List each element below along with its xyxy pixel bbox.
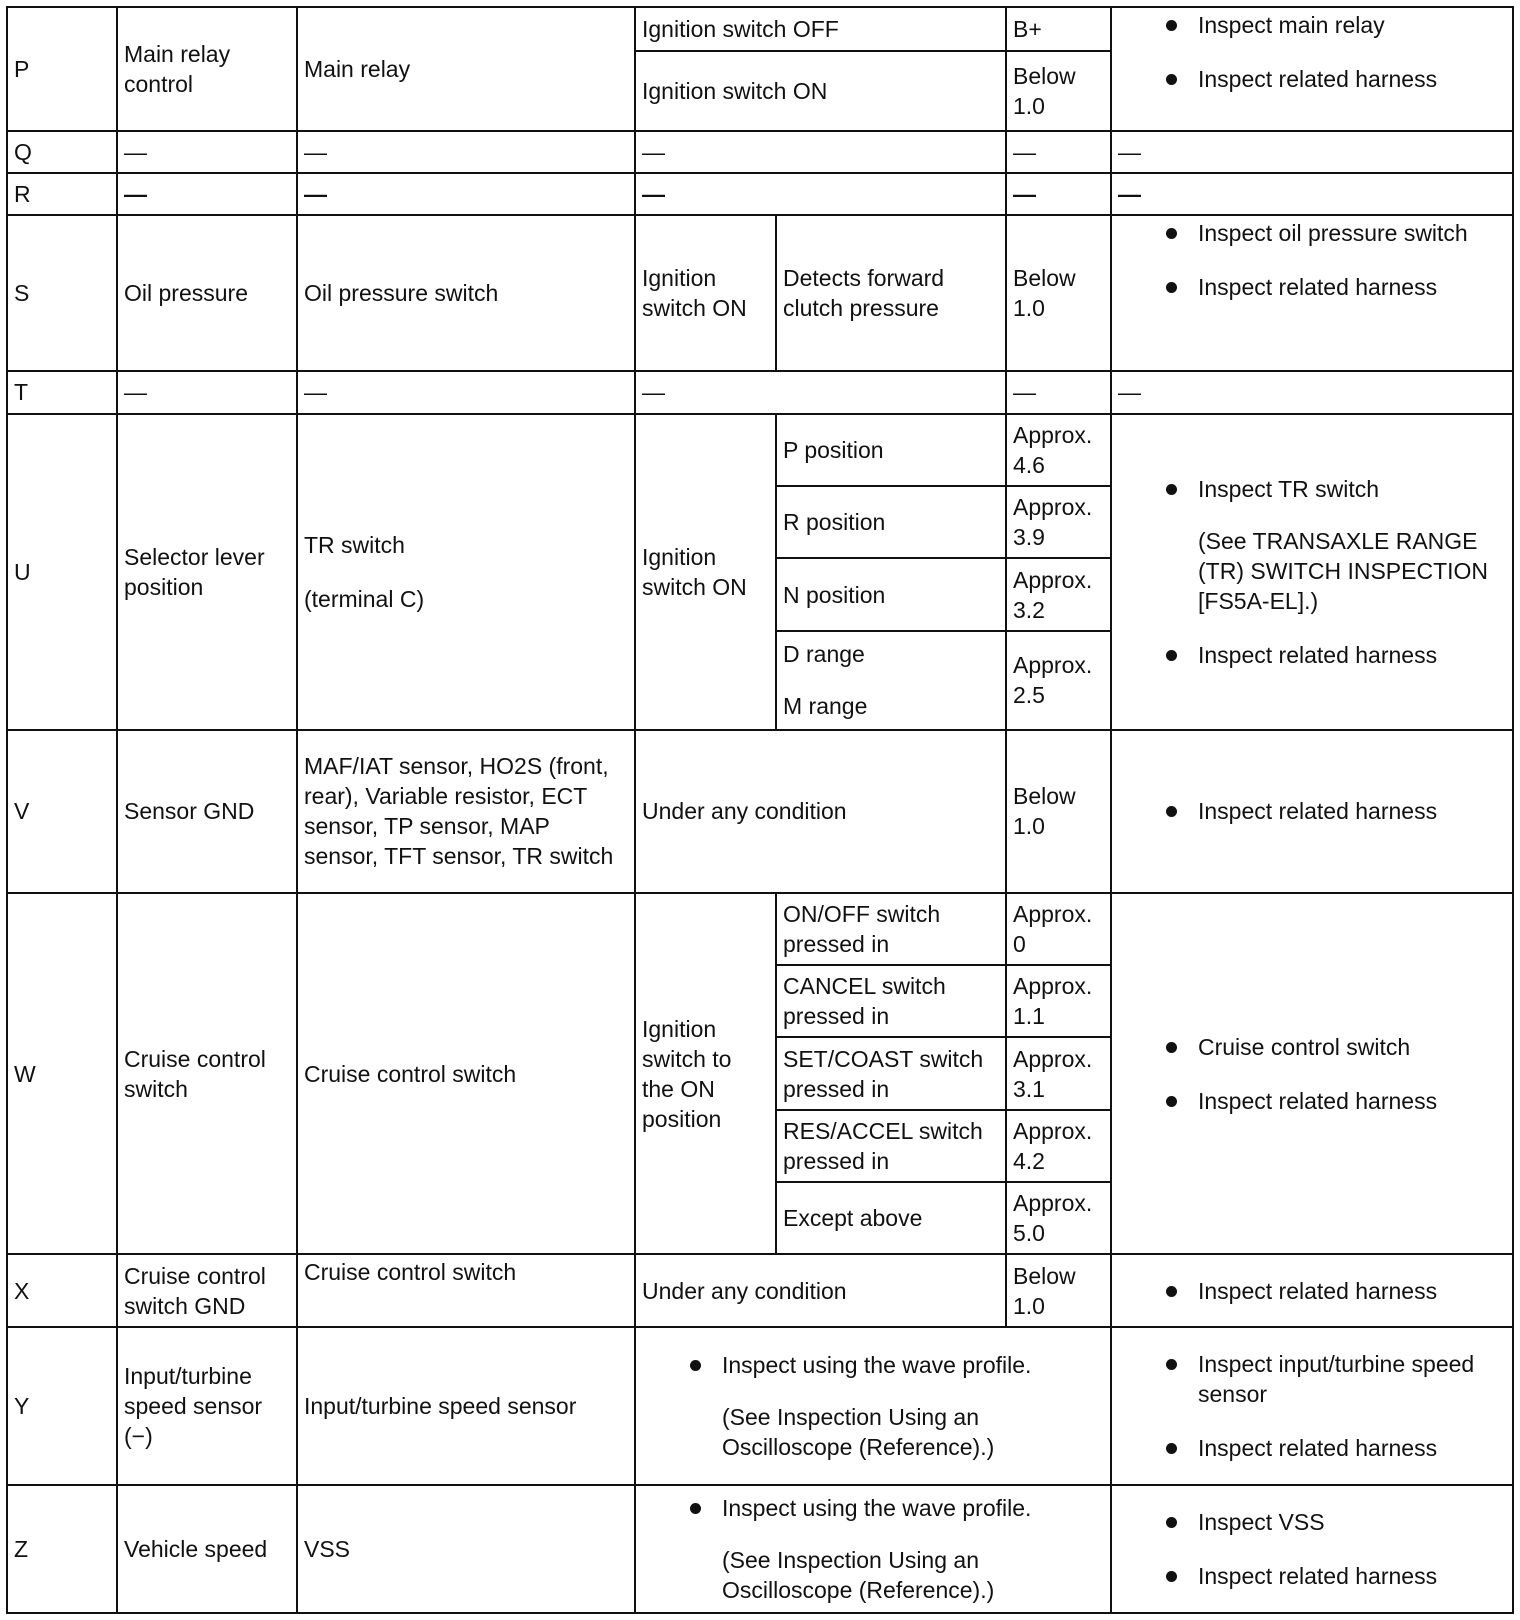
action-cell: — xyxy=(1111,173,1513,215)
table-row-q xyxy=(7,131,1513,173)
position-cell: P position xyxy=(776,414,1006,486)
inspection-note: (See Inspection Using an Oscilloscope (Reference).) xyxy=(722,1547,995,1604)
table-row-r xyxy=(7,173,1513,215)
switch-cell: CANCEL switch pressed in xyxy=(776,965,1006,1037)
condition-cell: Ignition switch ON xyxy=(635,215,776,371)
switch-cell: RES/ACCEL switch pressed in xyxy=(776,1110,1006,1182)
item-cell: Vehicle speed xyxy=(117,1485,297,1613)
voltage-cell: — xyxy=(1006,371,1111,414)
action-cell xyxy=(1111,1327,1513,1486)
action-cell: — xyxy=(1111,131,1513,173)
connection-cell: — xyxy=(297,371,635,414)
terminal-voltage-table xyxy=(6,6,1514,1614)
voltage-cell: Approx. 4.6 xyxy=(1006,414,1111,486)
action-cell xyxy=(1111,893,1513,1255)
condition-cell: Ignition switch OFF xyxy=(635,7,1006,51)
terminal-cell: X xyxy=(7,1254,117,1326)
item-cell: — xyxy=(117,173,297,215)
switch-cell: SET/COAST switch pressed in xyxy=(776,1037,1006,1109)
action-note: (See TRANSAXLE RANGE (TR) SWITCH INSPECTION [FS5A-EL].) xyxy=(1198,527,1489,614)
connection-cell: Input/turbine speed sensor xyxy=(297,1327,635,1486)
list-item xyxy=(642,1493,1104,1605)
inspection-note: (See Inspection Using an Oscilloscope (Reference).) xyxy=(722,1404,995,1461)
voltage-cell: Below 1.0 xyxy=(1006,1254,1111,1326)
terminal-cell: Z xyxy=(7,1485,117,1613)
voltage-cell: Approx. 4.2 xyxy=(1006,1110,1111,1182)
action-list xyxy=(1118,10,1506,94)
subcondition-cell: Detects forward clutch pressure xyxy=(776,215,1006,371)
action-cell xyxy=(1111,215,1513,371)
voltage-cell: Approx. 3.9 xyxy=(1006,486,1111,558)
list-item: Inspect main relay xyxy=(1118,10,1506,40)
connection-name: TR switch xyxy=(304,531,405,558)
action-list xyxy=(1118,1032,1506,1116)
connection-cell: VSS xyxy=(297,1485,635,1613)
action-cell xyxy=(1111,730,1513,893)
action-list xyxy=(1118,796,1506,826)
condition-cell: — xyxy=(635,371,1006,414)
item-cell: Selector lever position xyxy=(117,414,297,730)
table-row-y xyxy=(7,1327,1513,1486)
list-item: Inspect related harness xyxy=(1118,272,1506,302)
condition-cell: — xyxy=(635,173,1006,215)
condition-cell: Ignition switch ON xyxy=(635,414,776,730)
inspection-cell xyxy=(635,1485,1111,1613)
voltage-cell: Approx. 2.5 xyxy=(1006,631,1111,730)
position-label: D range xyxy=(783,641,865,668)
table-row-w xyxy=(7,893,1513,965)
voltage-cell: Below 1.0 xyxy=(1006,215,1111,371)
voltage-cell: Approx. 0 xyxy=(1006,893,1111,965)
condition-cell: Under any condition xyxy=(635,1254,1006,1326)
switch-cell: ON/OFF switch pressed in xyxy=(776,893,1006,965)
position-cell xyxy=(776,631,1006,730)
voltage-cell: — xyxy=(1006,173,1111,215)
action-list xyxy=(1118,1349,1506,1463)
connection-cell: — xyxy=(297,173,635,215)
item-cell: Cruise control switch xyxy=(117,893,297,1255)
voltage-cell: B+ xyxy=(1006,7,1111,51)
condition-cell: Ignition switch ON xyxy=(635,51,1006,130)
list-item xyxy=(642,1350,1104,1462)
connection-cell: Cruise control switch xyxy=(297,893,635,1255)
table-row-z xyxy=(7,1485,1513,1613)
terminal-cell: T xyxy=(7,371,117,414)
item-cell: — xyxy=(117,371,297,414)
item-cell: Input/turbine speed sensor (−) xyxy=(117,1327,297,1486)
inspection-list xyxy=(642,1350,1104,1462)
action-cell xyxy=(1111,1254,1513,1326)
list-item: Inspect input/turbine speed sensor xyxy=(1118,1349,1506,1409)
switch-cell: Except above xyxy=(776,1182,1006,1254)
voltage-cell: Approx. 5.0 xyxy=(1006,1182,1111,1254)
voltage-cell: Below 1.0 xyxy=(1006,730,1111,893)
terminal-cell: S xyxy=(7,215,117,371)
connection-cell xyxy=(297,414,635,730)
list-item: Inspect related harness xyxy=(1118,1086,1506,1116)
condition-cell: Under any condition xyxy=(635,730,1006,893)
voltage-cell: Approx. 3.1 xyxy=(1006,1037,1111,1109)
position-label: M range xyxy=(783,693,868,720)
action-list xyxy=(1118,1507,1506,1591)
condition-cell: — xyxy=(635,131,1006,173)
inspection-text: Inspect using the wave profile. xyxy=(722,1352,1032,1379)
action-list xyxy=(1118,218,1506,302)
voltage-cell: Approx. 3.2 xyxy=(1006,558,1111,630)
voltage-cell: Below 1.0 xyxy=(1006,51,1111,130)
item-cell: Main relay control xyxy=(117,7,297,131)
action-cell xyxy=(1111,414,1513,730)
voltage-cell: Approx. 1.1 xyxy=(1006,965,1111,1037)
list-item: Inspect related harness xyxy=(1118,64,1506,94)
table-row-p xyxy=(7,7,1513,51)
inspection-text: Inspect using the wave profile. xyxy=(722,1495,1032,1522)
terminal-cell: Q xyxy=(7,131,117,173)
action-cell xyxy=(1111,7,1513,131)
table-row-v xyxy=(7,730,1513,893)
table-row-t xyxy=(7,371,1513,414)
position-cell: R position xyxy=(776,486,1006,558)
action-cell: — xyxy=(1111,371,1513,414)
connection-cell: Oil pressure switch xyxy=(297,215,635,371)
action-cell xyxy=(1111,1485,1513,1613)
table-row-u xyxy=(7,414,1513,486)
terminal-cell: P xyxy=(7,7,117,131)
list-item: Inspect oil pressure switch xyxy=(1118,218,1506,248)
terminal-cell: V xyxy=(7,730,117,893)
list-item: Inspect related harness xyxy=(1118,1561,1506,1591)
connection-cell: Main relay xyxy=(297,7,635,131)
connection-cell: MAF/IAT sensor, HO2S (front, rear), Variable resistor, ECT sensor, TP sensor, MAP sensor, TFT sensor, TR switch xyxy=(297,730,635,893)
item-cell: — xyxy=(117,131,297,173)
connection-note: (terminal C) xyxy=(304,585,425,612)
list-item: Cruise control switch xyxy=(1118,1032,1506,1062)
condition-cell: Ignition switch to the ON position xyxy=(635,893,776,1255)
terminal-cell: R xyxy=(7,173,117,215)
list-item: Inspect VSS xyxy=(1118,1507,1506,1537)
list-item: Inspect related harness xyxy=(1118,640,1506,670)
voltage-cell: — xyxy=(1006,131,1111,173)
connection-cell: — xyxy=(297,131,635,173)
list-item: Inspect related harness xyxy=(1118,796,1506,826)
terminal-cell: Y xyxy=(7,1327,117,1486)
action-text: Inspect TR switch xyxy=(1198,475,1380,502)
item-cell: Cruise control switch GND xyxy=(117,1254,297,1326)
inspection-list xyxy=(642,1493,1104,1605)
table-row-x xyxy=(7,1254,1513,1326)
action-list xyxy=(1118,474,1506,670)
list-item xyxy=(1118,474,1506,616)
item-cell: Oil pressure xyxy=(117,215,297,371)
action-list xyxy=(1118,1276,1506,1306)
position-cell: N position xyxy=(776,558,1006,630)
connection-cell: Cruise control switch xyxy=(297,1254,635,1326)
inspection-cell xyxy=(635,1327,1111,1486)
list-item: Inspect related harness xyxy=(1118,1433,1506,1463)
terminal-cell: U xyxy=(7,414,117,730)
table-row-s xyxy=(7,215,1513,371)
item-cell: Sensor GND xyxy=(117,730,297,893)
list-item: Inspect related harness xyxy=(1118,1276,1506,1306)
terminal-cell: W xyxy=(7,893,117,1255)
